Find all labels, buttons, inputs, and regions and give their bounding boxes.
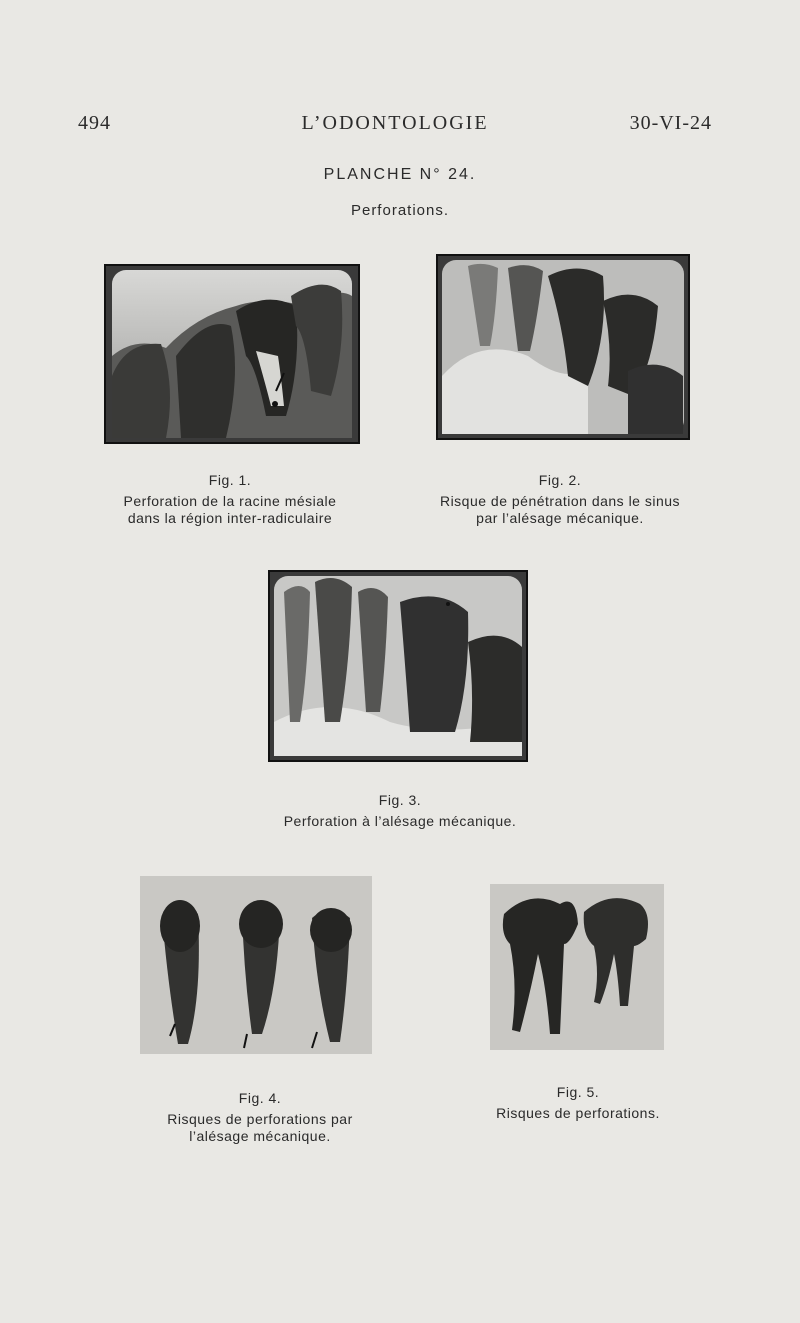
figure-1-caption-line-1: Perforation de la racine mésiale <box>123 493 337 509</box>
figure-3-radiograph <box>268 570 528 762</box>
figure-2-radiograph <box>436 254 690 440</box>
figure-1-radiograph <box>104 264 360 444</box>
figure-2-caption-line-2: par l’alésage mécanique. <box>476 510 644 526</box>
figure-2-caption-line-1: Risque de pénétration dans le sinus <box>439 493 681 509</box>
journal-title: L’ODONTOLOGIE <box>301 112 489 134</box>
figure-4-caption-line-2: l’alésage mécanique. <box>189 1128 331 1144</box>
page-number: 494 <box>78 112 111 134</box>
figure-5-caption <box>460 1084 696 1122</box>
figure-5-photograph <box>490 884 664 1050</box>
figure-3-label: Fig. 3. <box>378 792 422 808</box>
figure-3-caption <box>230 792 570 830</box>
figure-3-caption-line-1: Perforation à l’alésage mécanique. <box>283 813 517 829</box>
issue-date: 30-VI-24 <box>629 112 712 134</box>
figure-5-label: Fig. 5. <box>556 1084 600 1100</box>
figure-4-photograph <box>140 876 372 1054</box>
plate-subtitle: Perforations. <box>350 202 450 219</box>
figure-2-label: Fig. 2. <box>538 472 582 488</box>
figure-1-caption <box>84 472 376 527</box>
figure-4-label: Fig. 4. <box>238 1090 282 1106</box>
running-header <box>78 112 712 142</box>
figure-4-caption <box>110 1090 410 1145</box>
figure-4-caption-line-1: Risques de perforations par <box>167 1111 353 1127</box>
figure-2-caption <box>410 472 710 527</box>
plate-title: PLANCHE N° 24. <box>323 166 477 183</box>
figure-5-caption-line-1: Risques de perforations. <box>496 1105 660 1121</box>
figure-1-label: Fig. 1. <box>208 472 252 488</box>
figure-1-caption-line-2: dans la région inter-radiculaire <box>127 510 333 526</box>
